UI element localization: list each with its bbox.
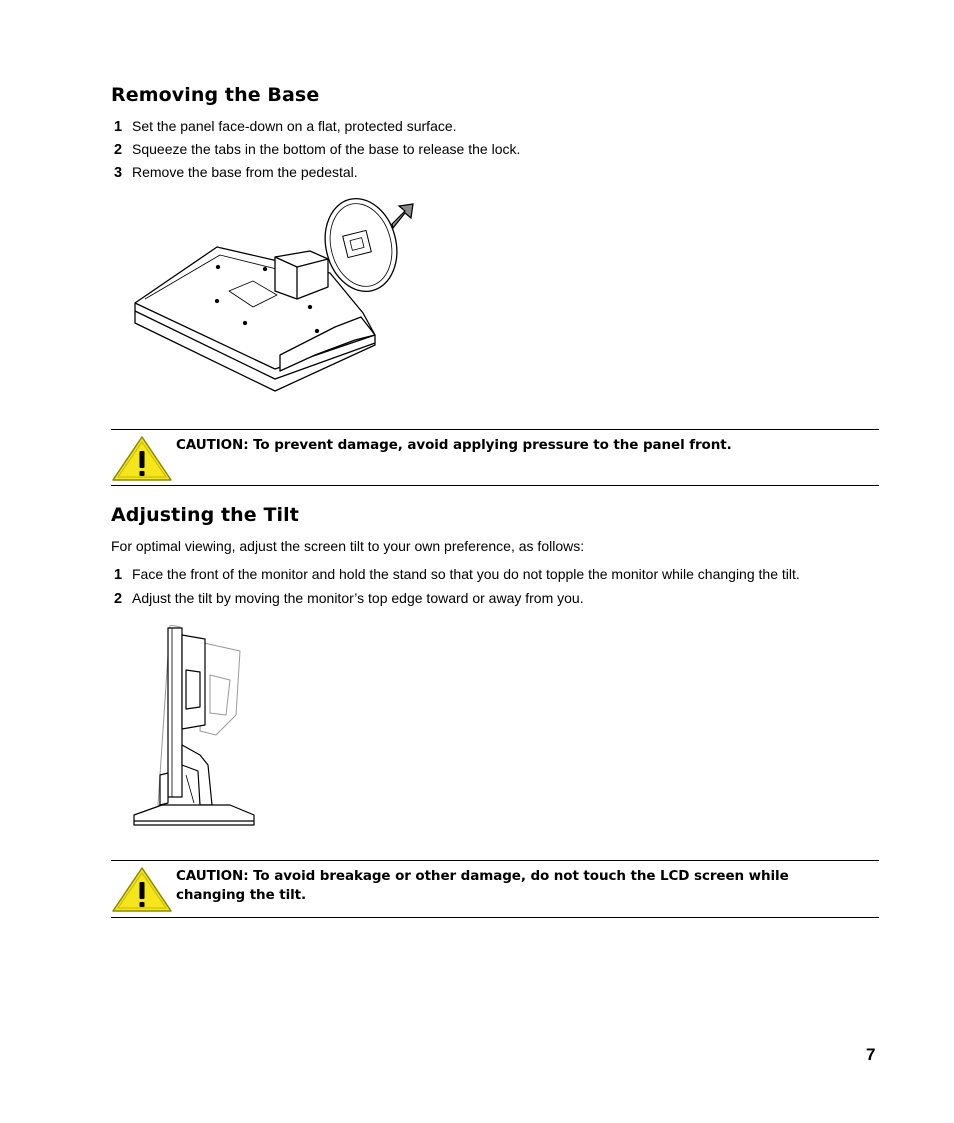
step-number: 2 (114, 142, 123, 158)
warning-icon (111, 865, 173, 913)
tilt-step-1 (114, 565, 800, 584)
step-text: Squeeze the tabs in the bottom of the base to release the lock. (132, 141, 521, 157)
base-step-2 (114, 140, 520, 159)
tilt-illustration (130, 625, 260, 828)
step-number: 1 (114, 567, 123, 583)
caution-box-base (111, 429, 879, 486)
tilt-intro: For optimal viewing, adjust the screen tilt to your own preference, as follows: (111, 538, 585, 554)
step-text: Set the panel face-down on a flat, protected surface. (132, 118, 457, 134)
arrow-icon (392, 204, 413, 228)
remove-base-illustration (125, 195, 425, 400)
step-number: 2 (114, 591, 123, 607)
step-text: Face the front of the monitor and hold the stand so that you do not topple the monitor while changing the tilt. (132, 566, 800, 582)
section-title-adjusting-tilt: Adjusting the Tilt (111, 504, 299, 526)
caution-text: CAUTION: To prevent damage, avoid applying pressure to the panel front. (176, 437, 732, 453)
caution-text: CAUTION: To avoid breakage or other damage, do not touch the LCD screen while changing the tilt. (176, 868, 789, 903)
tilt-step-2 (114, 589, 584, 608)
page-number: 7 (866, 1045, 876, 1064)
step-text: Adjust the tilt by moving the monitor’s top edge toward or away from you. (132, 590, 584, 606)
section-title-removing-base: Removing the Base (111, 84, 320, 106)
step-number: 3 (114, 165, 123, 181)
warning-icon (111, 434, 173, 482)
base-step-3 (114, 163, 358, 182)
base-step-1 (114, 117, 457, 136)
step-text: Remove the base from the pedestal. (132, 164, 358, 180)
caution-box-tilt (111, 860, 879, 918)
step-number: 1 (114, 119, 123, 135)
